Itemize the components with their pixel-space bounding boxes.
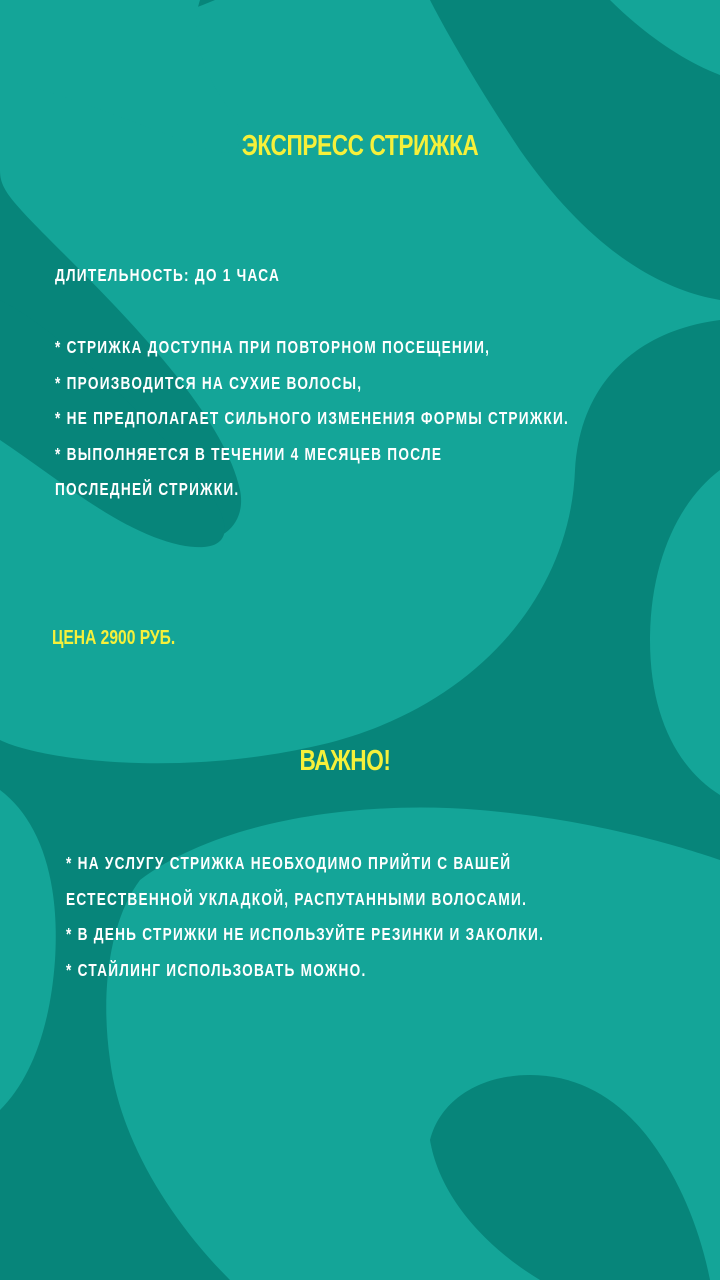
note-item: * В ДЕНЬ СТРИЖКИ НЕ ИСПОЛЬЗУЙТЕ РЕЗИНКИ И ЗАКОЛКИ. xyxy=(66,924,545,944)
condition-item: ПОСЛЕДНЕЙ СТРИЖКИ. xyxy=(55,479,240,499)
note-item: * СТАЙЛИНГ ИСПОЛЬЗОВАТЬ МОЖНО. xyxy=(66,959,367,980)
service-title: ЭКСПРЕСС СТРИЖКА xyxy=(241,130,479,162)
service-price: ЦЕНА 2900 РУБ. xyxy=(52,627,176,649)
condition-item: * ПРОИЗВОДИТСЯ НА СУХИЕ ВОЛОСЫ, xyxy=(55,372,363,393)
note-item: ЕСТЕСТВЕННОЙ УКЛАДКОЙ, РАСПУТАННЫМИ ВОЛОСАМИ. xyxy=(66,888,528,909)
condition-item: * ВЫПОЛНЯЕТСЯ В ТЕЧЕНИИ 4 МЕСЯЦЕВ ПОСЛЕ xyxy=(55,443,443,464)
condition-item: * НЕ ПРЕДПОЛАГАЕТ СИЛЬНОГО ИЗМЕНЕНИЯ ФОРМЫ СТРИЖКИ. xyxy=(55,408,570,428)
important-title: ВАЖНО! xyxy=(299,745,391,777)
note-item: * НА УСЛУГУ СТРИЖКА НЕОБХОДИМО ПРИЙТИ С ВАШЕЙ xyxy=(66,853,512,873)
important-notes-list xyxy=(66,846,544,988)
condition-item: * СТРИЖКА ДОСТУПНА ПРИ ПОВТОРНОМ ПОСЕЩЕНИИ, xyxy=(55,337,491,357)
service-duration: ДЛИТЕЛЬНОСТЬ: ДО 1 ЧАСА xyxy=(55,265,281,285)
service-conditions-list xyxy=(55,330,569,508)
